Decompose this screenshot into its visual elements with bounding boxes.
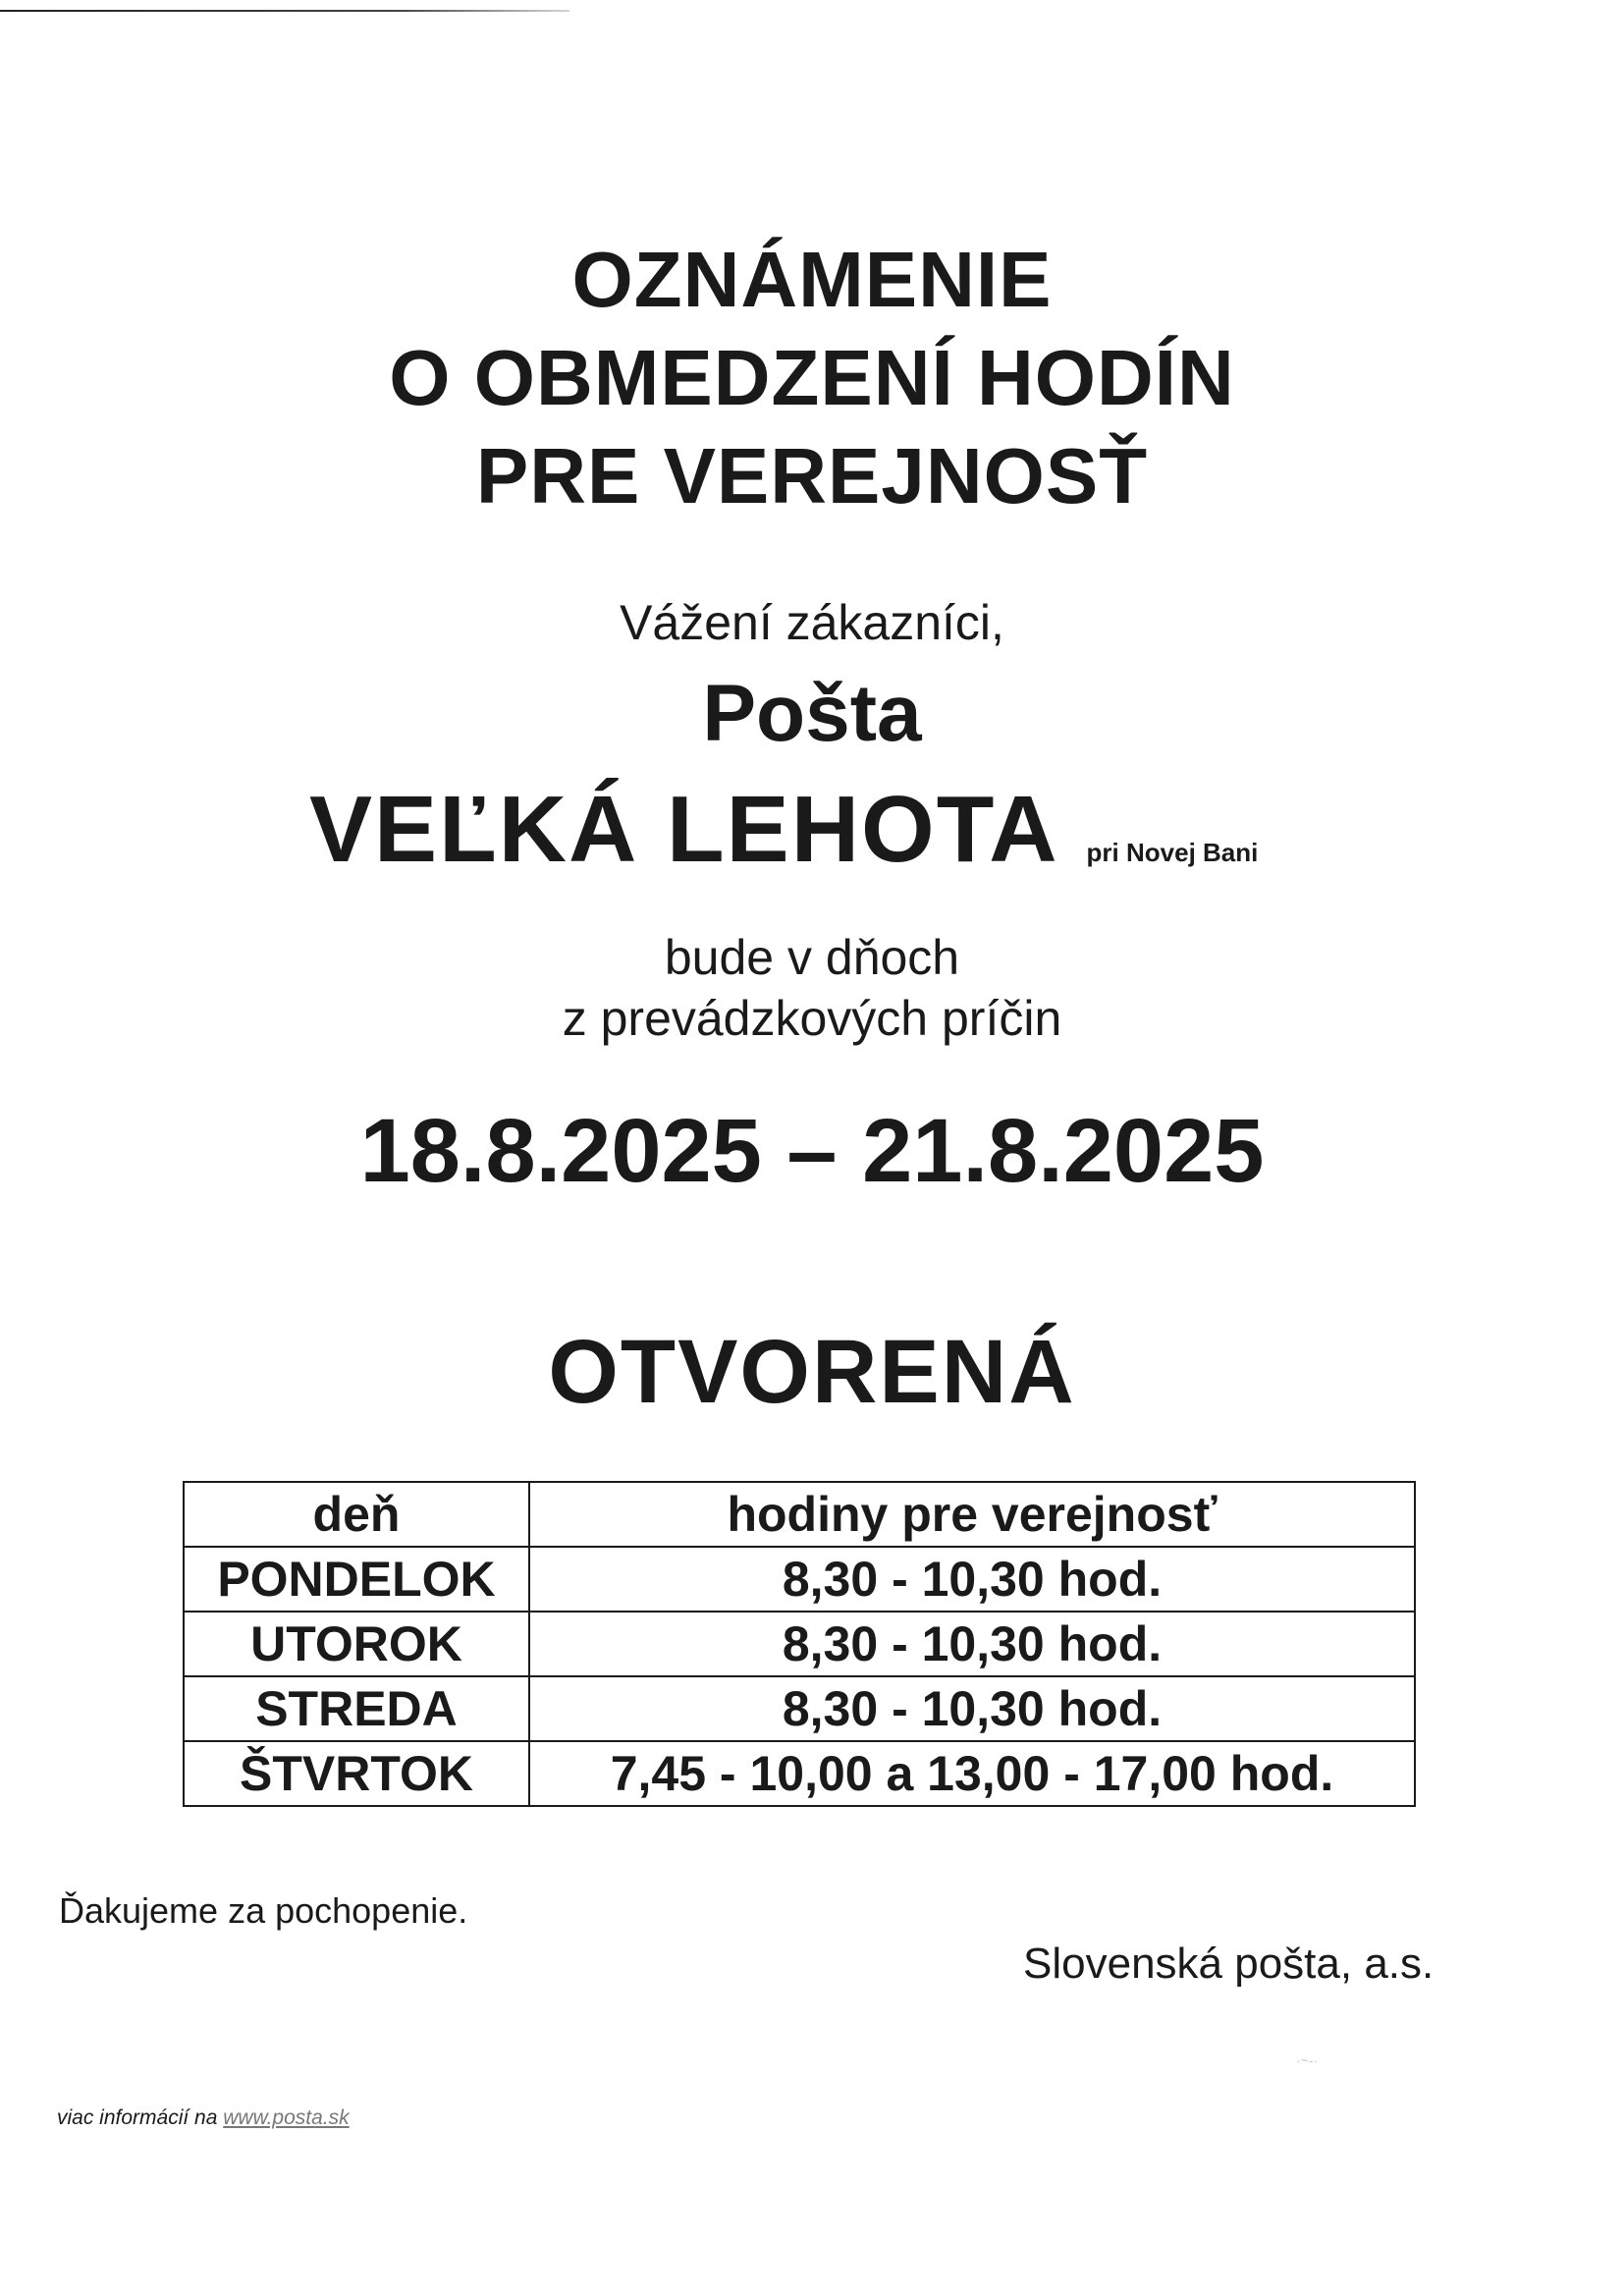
row-day: STREDA — [184, 1676, 529, 1741]
subtext-line-2: z prevádzkových príčin — [562, 991, 1062, 1046]
table-row — [184, 1676, 1415, 1741]
table-row — [184, 1547, 1415, 1612]
status-heading: OTVORENÁ — [548, 1322, 1076, 1422]
row-day: UTOROK — [184, 1612, 529, 1676]
office-name-row — [309, 776, 1258, 884]
footer-link[interactable]: www.posta.sk — [223, 2106, 350, 2129]
greeting: Vážení zákazníci, — [620, 595, 1004, 650]
row-hours: 7,45 - 10,00 a 13,00 - 17,00 hod. — [529, 1741, 1415, 1806]
row-hours: 8,30 - 10,30 hod. — [529, 1547, 1415, 1612]
row-day: PONDELOK — [184, 1547, 529, 1612]
title-line-3: PRE VEREJNOSŤ — [475, 432, 1149, 519]
table-row — [184, 1741, 1415, 1806]
office-suffix: pri Novej Bani — [1086, 838, 1259, 867]
row-hours: 8,30 - 10,30 hod. — [529, 1612, 1415, 1676]
scan-speck: ·~-· — [1296, 2052, 1319, 2068]
notice-title — [0, 231, 1624, 525]
notice-subtext — [0, 927, 1624, 1049]
table-header-row — [184, 1482, 1415, 1547]
row-hours: 8,30 - 10,30 hod. — [529, 1676, 1415, 1741]
header-hours: hodiny pre verejnosť — [529, 1482, 1415, 1547]
title-line-2: O OBMEDZENÍ HODÍN — [389, 334, 1235, 421]
header-day: deň — [184, 1482, 529, 1547]
thanks-text: Ďakujeme za pochopenie. — [59, 1890, 468, 1931]
signature: Slovenská pošta, a.s. — [1023, 1940, 1435, 1988]
office-name: VEĽKÁ LEHOTA — [309, 777, 1059, 882]
office-label: Pošta — [702, 669, 922, 758]
table-row — [184, 1612, 1415, 1676]
subtext-line-1: bude v dňoch — [664, 930, 960, 985]
footer — [57, 2106, 350, 2130]
scan-artifact-line — [0, 10, 569, 12]
title-line-1: OZNÁMENIE — [571, 236, 1053, 323]
date-range: 18.8.2025 – 21.8.2025 — [359, 1101, 1265, 1201]
opening-hours-table — [183, 1481, 1416, 1807]
footer-text: viac informácií na — [57, 2106, 218, 2129]
row-day: ŠTVRTOK — [184, 1741, 529, 1806]
